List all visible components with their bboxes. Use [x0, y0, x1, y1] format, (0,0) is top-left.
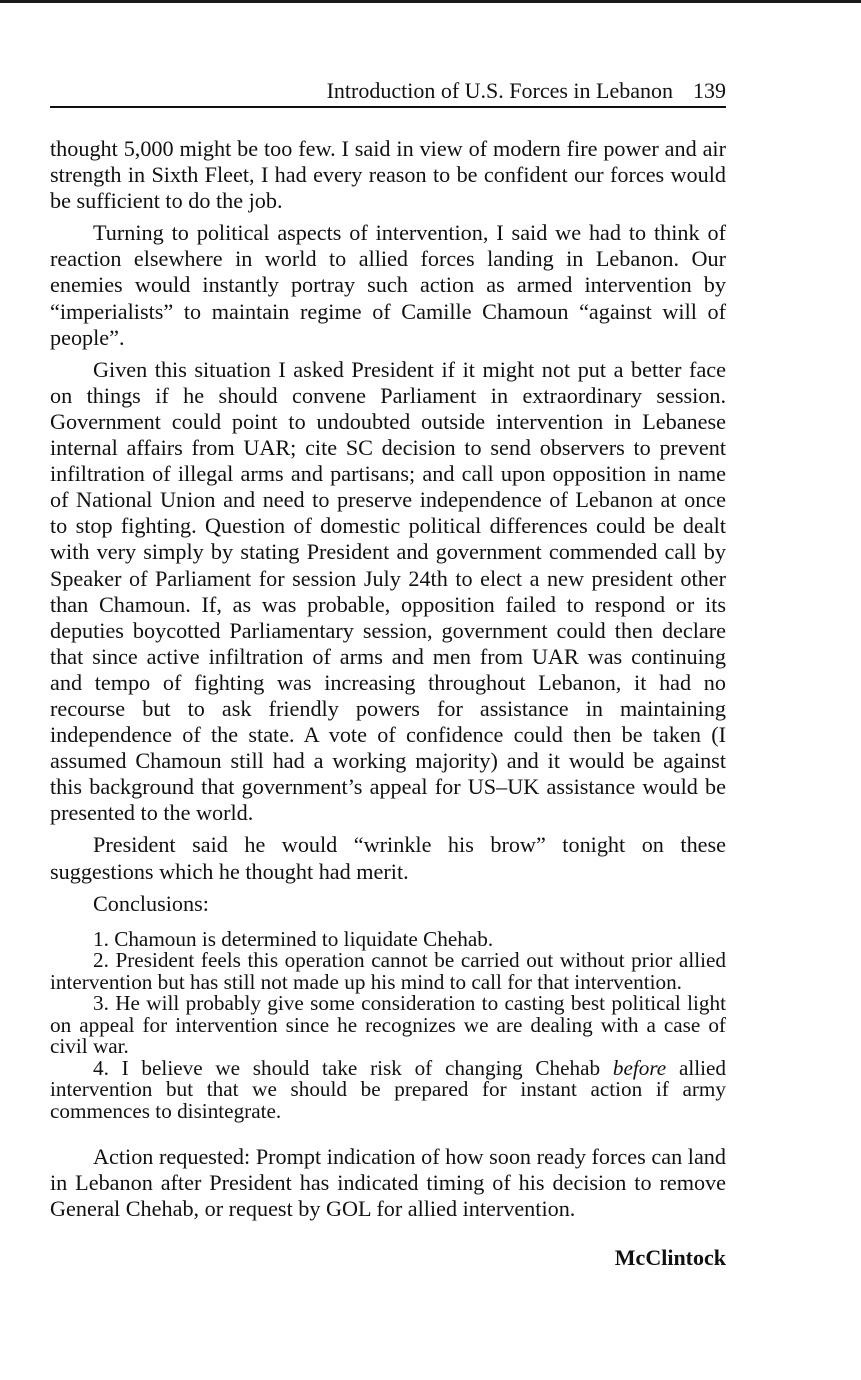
- emphasis-before: before: [612, 1055, 667, 1080]
- conclusion-item: 2. President feels this operation cannot be carried out without prior allied intervention but has still not made up his mind to call for that intervention.: [50, 948, 726, 994]
- conclusions-list: [50, 926, 727, 1123]
- conclusion-text: allied intervention but that we should be prepared for instant action if army commences to disintegrate.: [50, 1055, 727, 1123]
- paragraph-president-response: President said he would “wrinkle his brow” tonight on these suggestions which he thought had merit.: [50, 832, 726, 884]
- page-number: 139: [693, 78, 726, 103]
- paragraph-parliament-proposal: Given this situation I asked President if it might not put a better face on things if he should convene Parliament in extraordinary session. Government could point to undoubted outside intervention in Lebanese internal affairs from UAR; cite SC decision to send observers to prevent infiltration of illegal arms and partisans; and call upon opposition in name of National Union and need to preserve independence of Lebanon at once to stop fighting. Question of domestic political differences could be dealt with very simply by stating President and government commended call by Speaker of Parliament for session July 24th to elect a new president other than Chamoun. If, as was probable, opposition failed to respond or its deputies boycotted Parliamentary session, government could then declare that since active infiltration of arms and men from UAR was continuing and tempo of fighting was increasing throughout Lebanon, it had no recourse but to ask friendly powers for assistance in maintaining independence of the state. A vote of confidence could then be taken (I assumed Chamoun still had a working majority) and it would be against this background that government’s appeal for US–UK assistance would be presented to the world.: [50, 356, 726, 826]
- running-header: [50, 80, 726, 108]
- paragraph-political-aspects: Turning to political aspects of intervention, I said we had to think of reaction elsewhere in world to allied forces landing in Lebanon. Our enemies would instantly portray such action as armed intervention by “imperialists” to maintain regime of Camille Chamoun “against will of people”.: [50, 220, 726, 350]
- conclusions-heading: Conclusions:: [93, 890, 209, 916]
- conclusion-item: 1. Chamoun is determined to liquidate Chehab.: [93, 926, 494, 951]
- running-title: Introduction of U.S. Forces in Lebanon: [326, 78, 673, 103]
- paragraph-continuation: thought 5,000 might be too few. I said in view of modern fire power and air strength in Sixth Fleet, I had every reason to be confident our forces would be sufficient to do the job.: [50, 136, 726, 214]
- signature: McClintock: [614, 1244, 726, 1270]
- conclusion-text: 4. I believe we should take risk of changing Chehab: [93, 1055, 613, 1080]
- page-body: [50, 136, 726, 1271]
- action-requested-paragraph: Action requested: Prompt indication of how soon ready forces can land in Lebanon after President has indicated timing of his decision to remove General Chehab, or request by GOL for allied intervention.: [50, 1144, 726, 1222]
- top-edge-rule: [0, 0, 861, 3]
- conclusion-item: 3. He will probably give some consideration to casting best political light on appeal for intervention since he recognizes we are dealing with a case of civil war.: [50, 991, 726, 1059]
- conclusion-item: [50, 1055, 727, 1123]
